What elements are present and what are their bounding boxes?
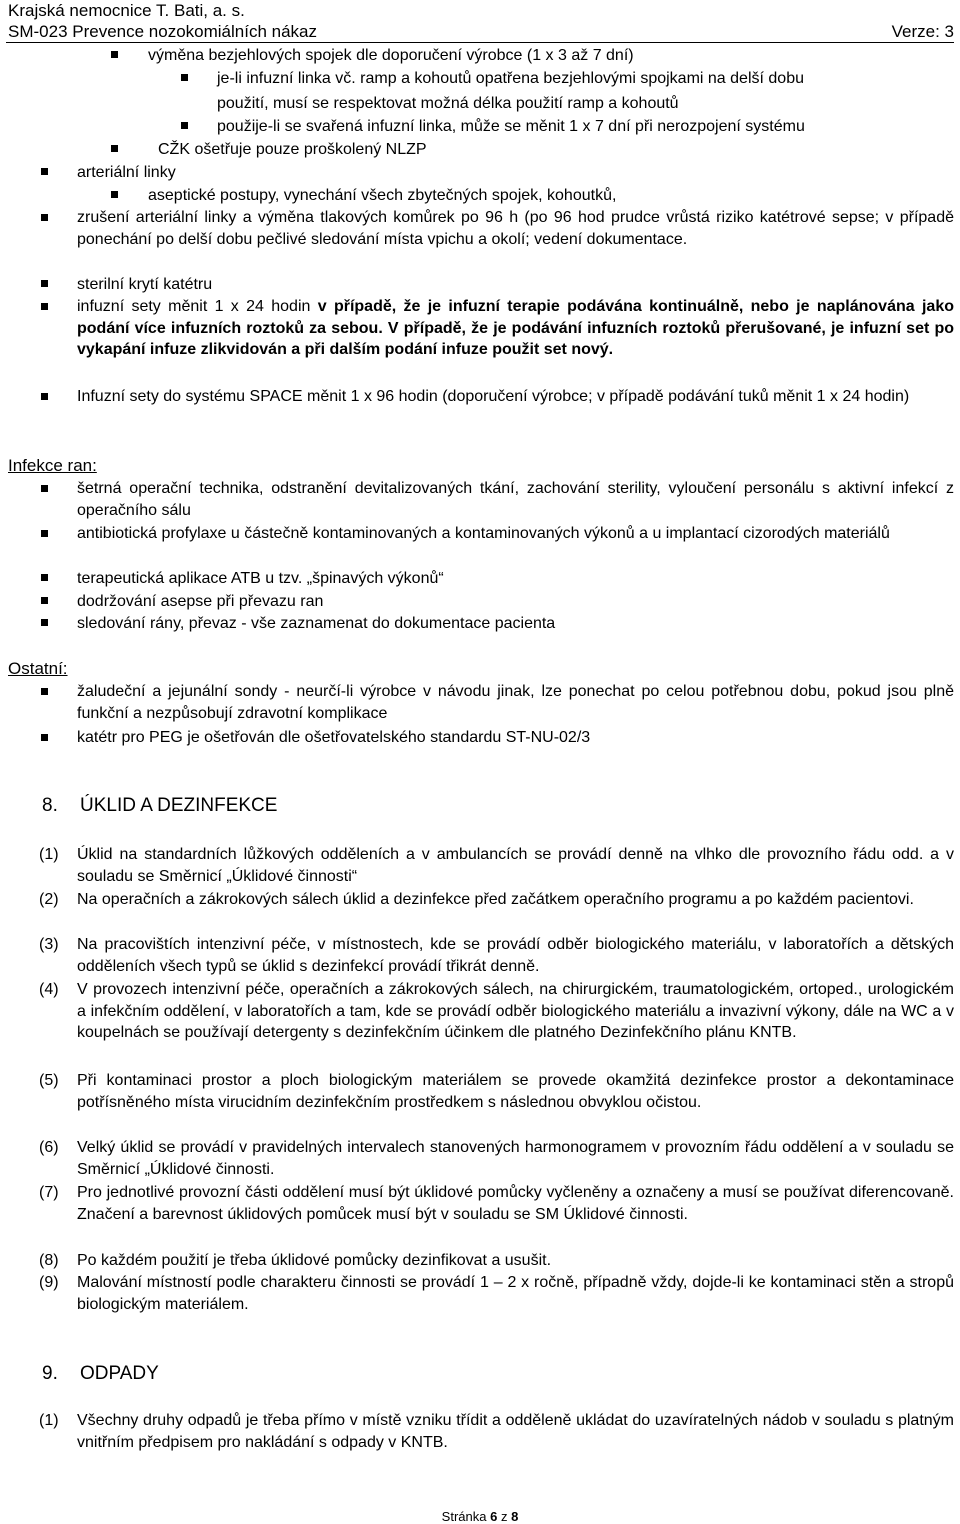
header-organization: Krajská nemocnice T. Bati, a. s. bbox=[8, 1, 245, 20]
arterial-infusion-sets bbox=[77, 296, 954, 361]
bullet-square bbox=[41, 688, 48, 695]
item-number: (6) bbox=[39, 1139, 59, 1156]
bullet-square bbox=[41, 280, 48, 287]
list-item: katétr pro PEG je ošetřován dle ošetřovatelského standardu ST-NU-02/3 bbox=[77, 729, 591, 746]
arterial-space: Infuzní sety do systému SPACE měnit 1 x 96 hodin (doporučení výrobce; v případě podávání tuků měnit 1 x 24 hodin) bbox=[77, 388, 910, 405]
bullet-square bbox=[181, 74, 188, 81]
bullet-square bbox=[41, 597, 48, 604]
cleaning-item: Na pracovištích intenzivní péče, v místnostech, kde se provádí odběr biologického materiálu, v laboratořích a dětských odděleních všech typů se úklid s dezinfekcí provádí třikrát denně. bbox=[77, 936, 954, 975]
arterial-aseptic: aseptické postupy, vynechání všech zbytečných spojek, kohoutků, bbox=[148, 187, 617, 204]
bullet-square bbox=[111, 145, 118, 152]
wound-infection-heading: Infekce ran: bbox=[8, 456, 97, 475]
list-item: terapeutická aplikace ATB u tzv. „špinavých výkonů“ bbox=[77, 570, 444, 587]
footer-page-label: Stránka bbox=[441, 1509, 487, 1524]
item-number: (7) bbox=[39, 1184, 59, 1201]
footer-page-number: 6 bbox=[490, 1509, 498, 1524]
item-number: (5) bbox=[39, 1072, 59, 1089]
sets-bold: v případě, že je infuzní terapie podávána kontinuálně, nebo je naplánována jako podání více infuzních roztoků za sebou. V případě, že je podávání infuzních roztoků přerušované, je infuzní set po vykapání infuze zlikvidován a při dalším podání infuze použit set nový. bbox=[77, 298, 954, 358]
footer-of: z bbox=[500, 1509, 508, 1524]
cleaning-item: Malování místností podle charakteru činnosti se provádí 1 – 2 x ročně, případně vždy, dojde-li ke kontaminaci stěn a stropů biologickým materiálem. bbox=[77, 1274, 954, 1313]
section-8-title: ÚKLID A DEZINFEKCE bbox=[80, 795, 278, 816]
cleaning-item: Při kontaminaci prostor a ploch biologickým materiálem se provede okamžitá dezinfekce prostor a dekontaminace potřísněného místa virucidním dezinfekčním prostředkem s následnou obvyklou očistou. bbox=[77, 1072, 954, 1111]
cvc-line-4: použije-li se svařená infuzní linka, může se měnit 1 x 7 dní při nerozpojení systému bbox=[217, 118, 805, 135]
cvc-line-1: výměna bezjehlových spojek dle doporučení výrobce (1 x 3 až 7 dní) bbox=[148, 47, 634, 64]
item-number: (1) bbox=[39, 846, 59, 863]
header-document-title: SM-023 Prevence nozokomiálních nákaz bbox=[8, 22, 317, 41]
bullet-square bbox=[41, 214, 48, 221]
arterial-kryti: sterilní krytí katétru bbox=[77, 276, 213, 293]
bullet-square bbox=[41, 619, 48, 626]
cvc-line-2: je-li infuzní linka vč. ramp a kohoutů opatřena bezjehlovými spojkami na delší dobu bbox=[217, 70, 804, 87]
bullet-square bbox=[41, 530, 48, 537]
cleaning-item: Úklid na standardních lůžkových odděleních a v ambulancích se provádí denně na vlhko dle provozního řádu odd. a v souladu se Směrnicí „Úklidové činnosti“ bbox=[77, 846, 954, 885]
item-number: (8) bbox=[39, 1252, 59, 1269]
cvc-line-5: CŽK ošetřuje pouze proškolený NLZP bbox=[158, 141, 427, 158]
bullet-square bbox=[181, 122, 188, 129]
bullet-square bbox=[111, 51, 118, 58]
bullet-square bbox=[41, 734, 48, 741]
cvc-line-3: použití, musí se respektovat možná délka použití ramp a kohoutů bbox=[217, 95, 679, 112]
list-item: šetrná operační technika, odstranění devitalizovaných tkání, zachování sterility, vyloučení personálu s aktivní infekcí z operačního sálu bbox=[77, 480, 954, 519]
header-divider bbox=[6, 42, 954, 43]
arterial-zruseni: zrušení arteriální linky a výměna tlakových komůrek po 96 h (po 96 hod prudce vrůstá riziko katétrové sepse; v případě ponechání po delší dobu pečlivé sledování místa vpichu a okolí; vedení dokumentace. bbox=[77, 209, 954, 248]
header-version: Verze: 3 bbox=[891, 22, 954, 41]
list-item: dodržování asepse při převazu ran bbox=[77, 593, 324, 610]
cleaning-item: Na operačních a zákrokových sálech úklid a dezinfekce před začátkem operačního programu a po každém pacientovi. bbox=[77, 891, 914, 908]
cleaning-item: V provozech intenzivní péče, operačních a zákrokových sálech, na chirurgickém, traumatologickém, ortoped., urologickém a infekčním oddělení, v laboratořích a tam, kde se provádí odběr biologického materiálu a invazivní výkony, dále na WC a v koupelnách se používají detergenty s dezinfekčním účinkem dle platného Dezinfekčního plánu KNTB. bbox=[77, 981, 954, 1041]
other-heading: Ostatní: bbox=[8, 659, 68, 678]
item-number: (2) bbox=[39, 891, 59, 908]
sets-normal: infuzní sety měnit 1 x 24 hodin bbox=[77, 298, 311, 315]
list-item: antibiotická profylaxe u částečně kontaminovaných a kontaminovaných výkonů a u implantací cizorodých materiálů bbox=[77, 525, 890, 542]
page-footer bbox=[0, 1509, 960, 1524]
cleaning-item: Velký úklid se provádí v pravidelných intervalech stanovených harmonogramem v provozním řádu oddělení a v souladu se Směrnicí „Úklidové činnosti. bbox=[77, 1139, 954, 1178]
item-number: (1) bbox=[39, 1412, 59, 1429]
item-number: (9) bbox=[39, 1274, 59, 1291]
cleaning-item: Po každém použití je třeba úklidové pomůcky dezinfikovat a usušit. bbox=[77, 1252, 552, 1269]
footer-page-total: 8 bbox=[511, 1509, 519, 1524]
bullet-square bbox=[41, 574, 48, 581]
item-number: (3) bbox=[39, 936, 59, 953]
bullet-square bbox=[41, 168, 48, 175]
cleaning-item: Pro jednotlivé provozní části oddělení musí být úklidové pomůcky vyčleněny a označeny a musí se používat diferencovaně. Značení a barevnost úklidových pomůcek musí být v souladu se SM Úklidové činnosti. bbox=[77, 1184, 954, 1223]
list-item: sledování rány, převaz - vše zaznamenat do dokumentace pacienta bbox=[77, 615, 556, 632]
list-item: žaludeční a jejunální sondy - neurčí-li výrobce v návodu jinak, lze ponechat po celou potřebnou dobu, pokud jsou plně funkční a nezpůsobují zdravotní komplikace bbox=[77, 683, 954, 722]
section-9-title: ODPADY bbox=[80, 1363, 159, 1384]
bullet-square bbox=[111, 191, 118, 198]
item-number: (4) bbox=[39, 981, 59, 998]
bullet-square bbox=[41, 393, 48, 400]
section-8-number: 8. bbox=[42, 795, 58, 816]
bullet-square bbox=[41, 485, 48, 492]
waste-item: Všechny druhy odpadů je třeba přímo v místě vzniku třídit a odděleně ukládat do uzavíratelných nádob v souladu s platným vnitřním předpisem pro nakládání s odpady v KNTB. bbox=[77, 1412, 954, 1451]
section-9-number: 9. bbox=[42, 1363, 58, 1384]
bullet-square bbox=[41, 303, 48, 310]
arterial-title: arteriální linky bbox=[77, 164, 176, 181]
